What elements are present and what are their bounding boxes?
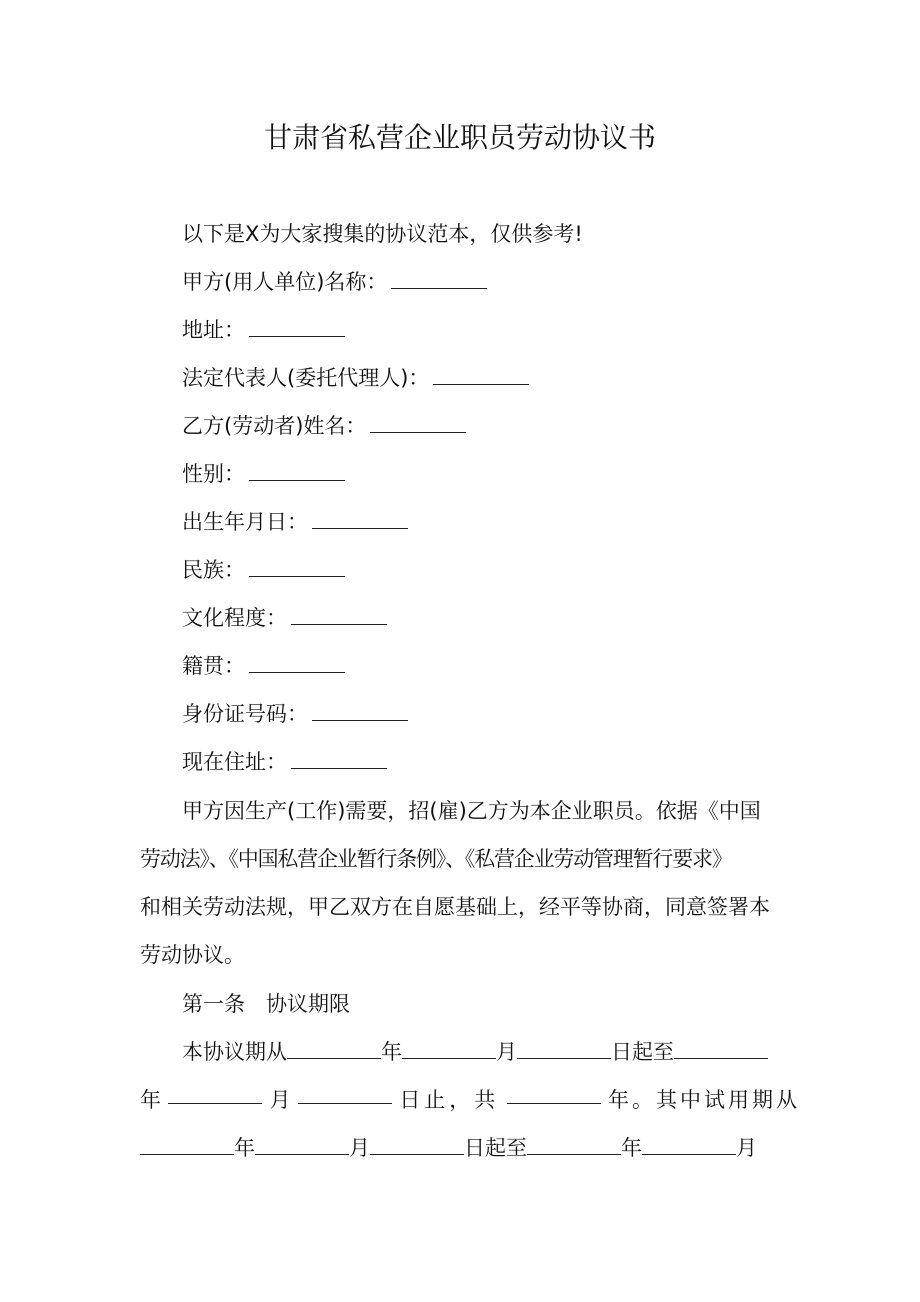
fill-blank[interactable]	[642, 1136, 736, 1155]
field-label: 甲方(用人单位)名称：	[182, 270, 388, 294]
field-label: 文化程度：	[182, 606, 287, 630]
paragraph-line: 劳动法》、《中国私营企业暂行条例》、《私营企业劳动管理暂行要求》	[140, 847, 732, 871]
field-label: 性别：	[182, 462, 245, 486]
field-native-place	[140, 651, 842, 681]
field-label: 身份证号码：	[182, 702, 308, 726]
field-id-number	[140, 699, 842, 729]
field-label: 地址：	[182, 318, 245, 342]
term-line-2	[140, 1085, 800, 1115]
fill-blank[interactable]	[249, 318, 345, 337]
field-address	[140, 315, 842, 345]
article-heading: 第一条 协议期限	[182, 992, 350, 1016]
field-label: 现在住址：	[182, 750, 287, 774]
fill-blank[interactable]	[433, 366, 529, 385]
field-label: 籍贯：	[182, 654, 245, 678]
term-text: 年。其中试用期从	[607, 1088, 800, 1112]
fill-blank[interactable]	[507, 1085, 601, 1104]
fill-blank[interactable]	[291, 606, 387, 625]
term-text: 本协议期从	[182, 1040, 287, 1064]
field-gender	[140, 459, 842, 489]
paragraph-line: 劳动协议。	[140, 943, 245, 967]
fill-blank[interactable]	[527, 1136, 621, 1155]
field-label: 法定代表人(委托代理人)：	[182, 366, 430, 390]
term-text: 月	[349, 1136, 370, 1160]
term-text: 日止，共	[399, 1088, 500, 1112]
fill-blank[interactable]	[312, 510, 408, 529]
fill-blank[interactable]	[255, 1136, 349, 1155]
term-text: 年	[621, 1136, 642, 1160]
term-text: 年	[140, 1088, 161, 1112]
document-title: 甘肃省私营企业职员劳动协议书	[263, 121, 656, 154]
term-text: 月	[736, 1136, 757, 1160]
term-text: 日起至	[611, 1040, 674, 1064]
fill-blank[interactable]	[298, 1085, 392, 1104]
term-text: 月	[496, 1040, 517, 1064]
fill-blank[interactable]	[291, 750, 387, 769]
fill-blank[interactable]	[370, 1136, 464, 1155]
fill-blank[interactable]	[168, 1085, 262, 1104]
field-current-address	[140, 747, 842, 777]
field-employer-name	[140, 267, 842, 297]
fill-blank[interactable]	[370, 414, 466, 433]
field-label: 民族：	[182, 558, 245, 582]
fill-blank[interactable]	[402, 1040, 496, 1059]
fill-blank[interactable]	[249, 654, 345, 673]
term-text: 月	[269, 1088, 291, 1112]
field-education	[140, 603, 842, 633]
fill-blank[interactable]	[391, 270, 487, 289]
term-line-1	[140, 1037, 842, 1067]
field-label: 出生年月日：	[182, 510, 308, 534]
fill-blank[interactable]	[249, 462, 345, 481]
fill-blank[interactable]	[674, 1040, 768, 1059]
fill-blank[interactable]	[249, 558, 345, 577]
fill-blank[interactable]	[287, 1040, 381, 1059]
field-label: 乙方(劳动者)姓名：	[182, 414, 367, 438]
fill-blank[interactable]	[312, 702, 408, 721]
fill-blank[interactable]	[517, 1040, 611, 1059]
intro-text: 以下是X为大家搜集的协议范本，仅供参考!	[182, 222, 583, 246]
term-text: 年	[234, 1136, 255, 1160]
fill-blank[interactable]	[140, 1136, 234, 1155]
term-line-3	[140, 1133, 800, 1163]
paragraph-line: 和相关劳动法规，甲乙双方在自愿基础上，经平等协商，同意签署本	[140, 895, 770, 919]
field-birthdate	[140, 507, 842, 537]
term-text: 日起至	[464, 1136, 527, 1160]
field-legal-representative	[140, 363, 842, 393]
field-employee-name	[140, 411, 842, 441]
term-text: 年	[381, 1040, 402, 1064]
field-ethnicity	[140, 555, 842, 585]
paragraph-line: 甲方因生产(工作)需要，招(雇)乙方为本企业职员。依据《中国	[182, 799, 761, 823]
